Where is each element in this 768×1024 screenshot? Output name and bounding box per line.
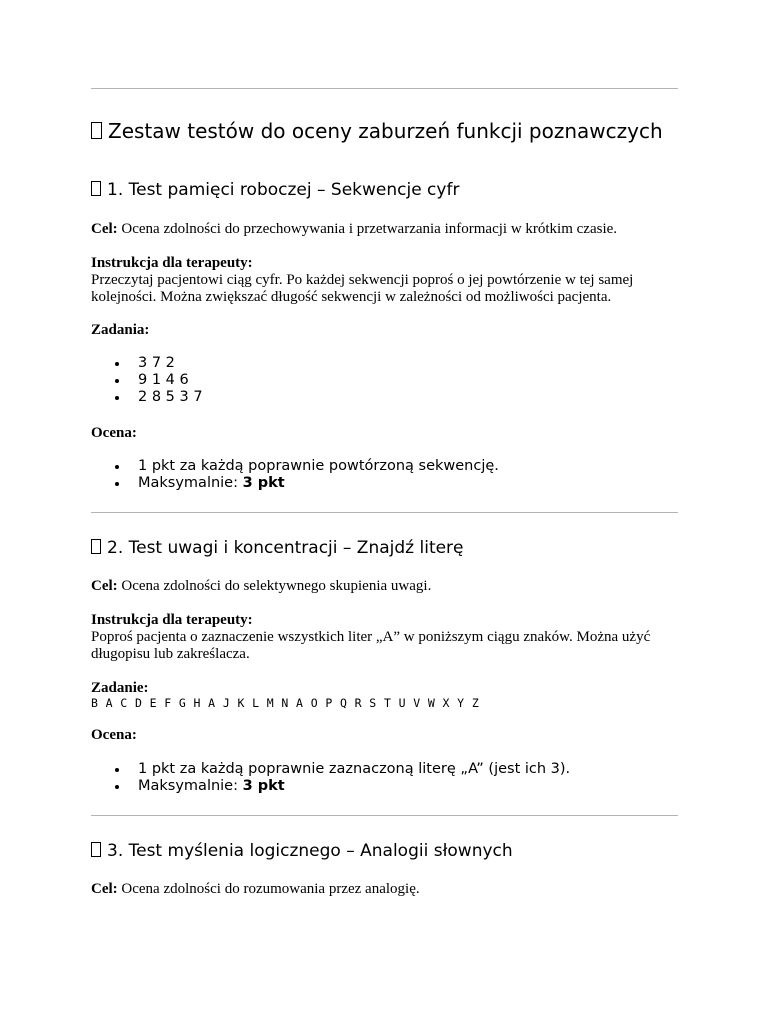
list-item: 1 pkt za każdą poprawnie zaznaczoną literę „A” (jest ich 3). — [91, 761, 570, 778]
section-3-goal: Cel: Ocena zdolności do rozumowania przez analogię. — [91, 881, 420, 897]
section-2-task-label: Zadanie: — [91, 680, 149, 696]
target-icon — [91, 539, 101, 554]
section-2-scoring-list — [91, 761, 570, 795]
section-1-scoring-label: Ocena: — [91, 425, 137, 441]
section-1-scoring-list — [91, 458, 499, 492]
section-1-tasks-label: Zadania: — [91, 322, 150, 338]
section-2-goal: Cel: Ocena zdolności do selektywnego skupienia uwagi. — [91, 578, 432, 594]
list-item: Maksymalnie: 3 pkt — [91, 475, 499, 492]
list-item: 9 1 4 6 — [91, 372, 203, 389]
section-2-instruction: Instrukcja dla terapeuty: Poproś pacjenta o zaznaczenie wszystkich liter „A” w poniższym ciągu znaków. Można użyć długopisu lub zakreślacza. — [91, 612, 651, 662]
brain-icon — [91, 181, 101, 196]
section-1-goal: Cel: Ocena zdolności do przechowywania i przetwarzania informacji w krótkim czasie. — [91, 221, 618, 237]
puzzle-icon — [91, 842, 101, 857]
list-item: 2 8 5 3 7 — [91, 389, 203, 406]
list-item: 1 pkt za każdą poprawnie powtórzoną sekwencję. — [91, 458, 499, 475]
document-title: Zestaw testów do oceny zaburzeń funkcji poznawczych — [91, 118, 678, 144]
section-1-heading: 1. Test pamięci roboczej – Sekwencje cyfr — [91, 179, 459, 201]
divider-top — [91, 88, 678, 89]
letter-sequence: B A C D E F G H A J K L M N A O P Q R S T U V W X Y Z — [91, 696, 480, 710]
notebook-icon — [91, 122, 102, 139]
list-item: Maksymalnie: 3 pkt — [91, 778, 570, 795]
section-3-heading: 3. Test myślenia logicznego – Analogii słownych — [91, 840, 513, 862]
list-item: 3 7 2 — [91, 355, 203, 372]
divider-section-1 — [91, 512, 678, 513]
section-2-heading: 2. Test uwagi i koncentracji – Znajdź literę — [91, 537, 464, 559]
section-1-tasks-list — [91, 355, 203, 406]
section-2-scoring-label: Ocena: — [91, 727, 137, 743]
section-1-instruction: Instrukcja dla terapeuty: Przeczytaj pacjentowi ciąg cyfr. Po każdej sekwencji poproś o jej powtórzenie w tej samej kolejności. Można zwiększać długość sekwencji w zależności od możliwości pacjenta. — [91, 255, 634, 305]
divider-section-2 — [91, 815, 678, 816]
